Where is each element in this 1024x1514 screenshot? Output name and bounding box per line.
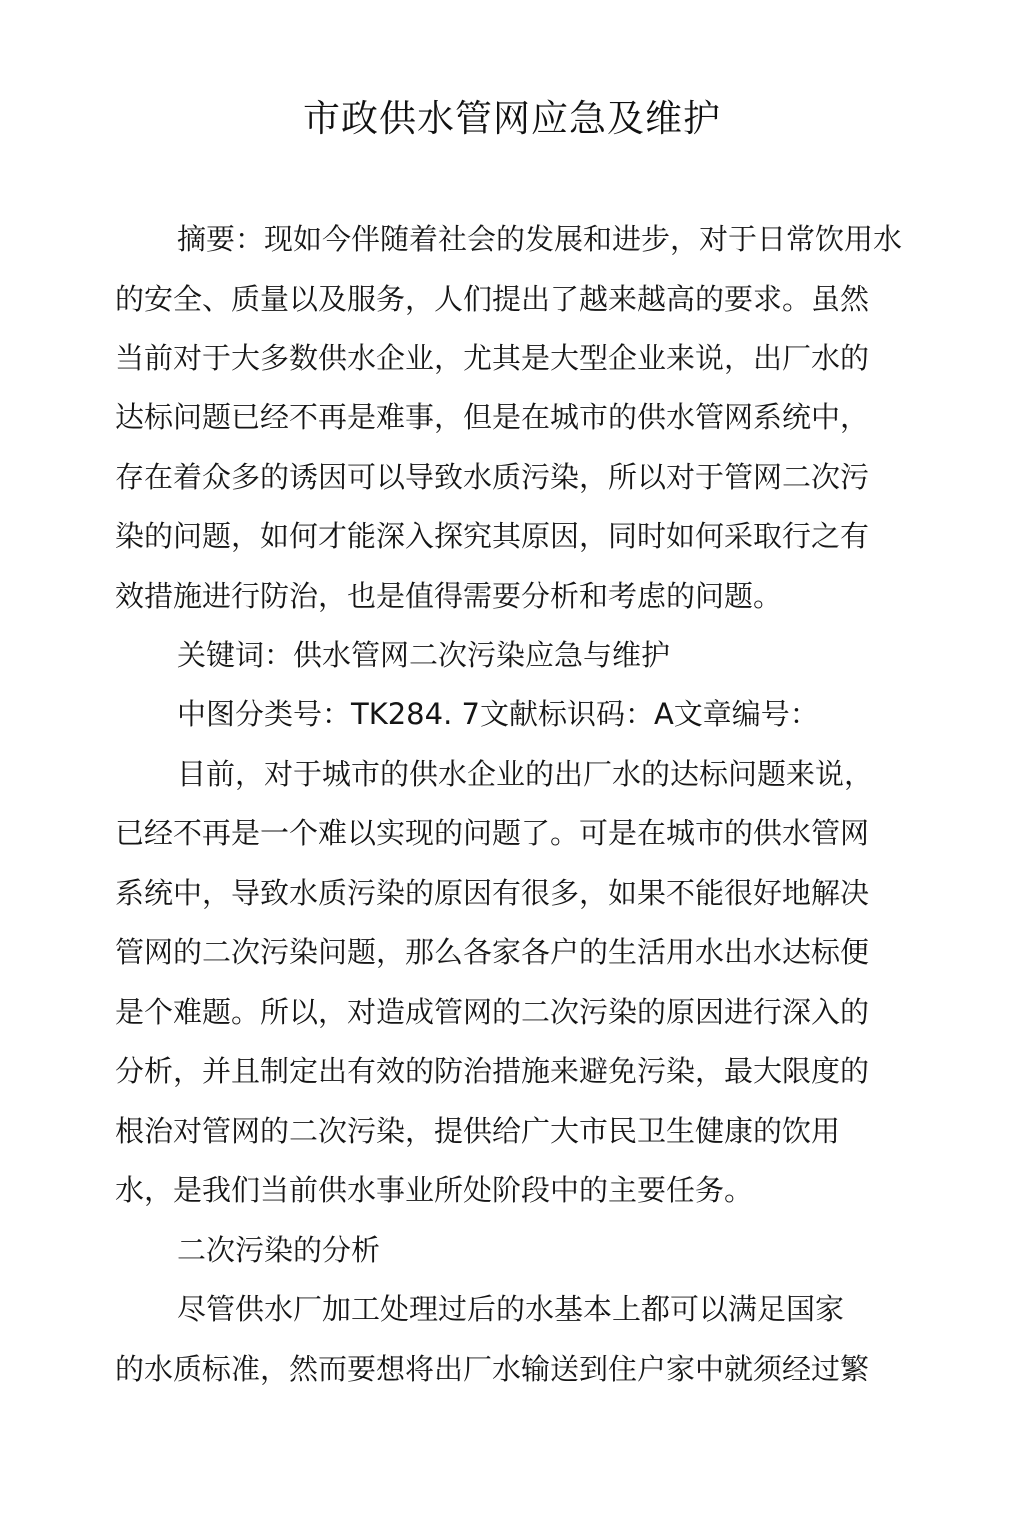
abstract-line-7: 效措施进行防治，也是值得需要分析和考虑的问题。: [115, 579, 783, 613]
body-line-7: 根治对管网的二次污染，提供给广大市民卫生健康的饮用: [115, 1114, 841, 1148]
classification-line: 中图分类号：TK284. 7文献标识码：A文章编号：: [177, 697, 819, 731]
section-line-2: 的水质标准，然而要想将出厂水输送到住户家中就须经过繁: [115, 1352, 870, 1386]
abstract-line-3: 当前对于大多数供水企业，尤其是大型企业来说，出厂水的: [115, 341, 870, 375]
section-line-1: 尽管供水厂加工处理过后的水基本上都可以满足国家: [177, 1292, 845, 1326]
section-heading: 二次污染的分析: [177, 1233, 381, 1267]
body-line-2: 已经不再是一个难以实现的问题了。可是在城市的供水管网: [115, 816, 870, 850]
abstract-line-4: 达标问题已经不再是难事，但是在城市的供水管网系统中，: [115, 400, 870, 434]
body-line-4: 管网的二次污染问题，那么各家各户的生活用水出水达标便: [115, 935, 870, 969]
abstract-line-5: 存在着众多的诱因可以导致水质污染，所以对于管网二次污: [115, 460, 870, 494]
abstract-line-2: 的安全、质量以及服务，人们提出了越来越高的要求。虽然: [115, 282, 870, 316]
abstract-line-1: 摘要：现如今伴随着社会的发展和进步，对于日常饮用水: [177, 222, 903, 256]
body-line-8: 水，是我们当前供水事业所处阶段中的主要任务。: [115, 1173, 754, 1207]
document-title: 市政供水管网应急及维护: [303, 97, 721, 140]
keywords-line: 关键词：供水管网二次污染应急与维护: [177, 638, 671, 672]
body-line-6: 分析，并且制定出有效的防治措施来避免污染，最大限度的: [115, 1054, 870, 1088]
body-line-3: 系统中，导致水质污染的原因有很多，如果不能很好地解决: [115, 876, 870, 910]
body-line-5: 是个难题。所以，对造成管网的二次污染的原因进行深入的: [115, 995, 870, 1029]
abstract-line-6: 染的问题，如何才能深入探究其原因，同时如何采取行之有: [115, 519, 870, 553]
body-line-1: 目前，对于城市的供水企业的出厂水的达标问题来说，: [177, 757, 874, 791]
